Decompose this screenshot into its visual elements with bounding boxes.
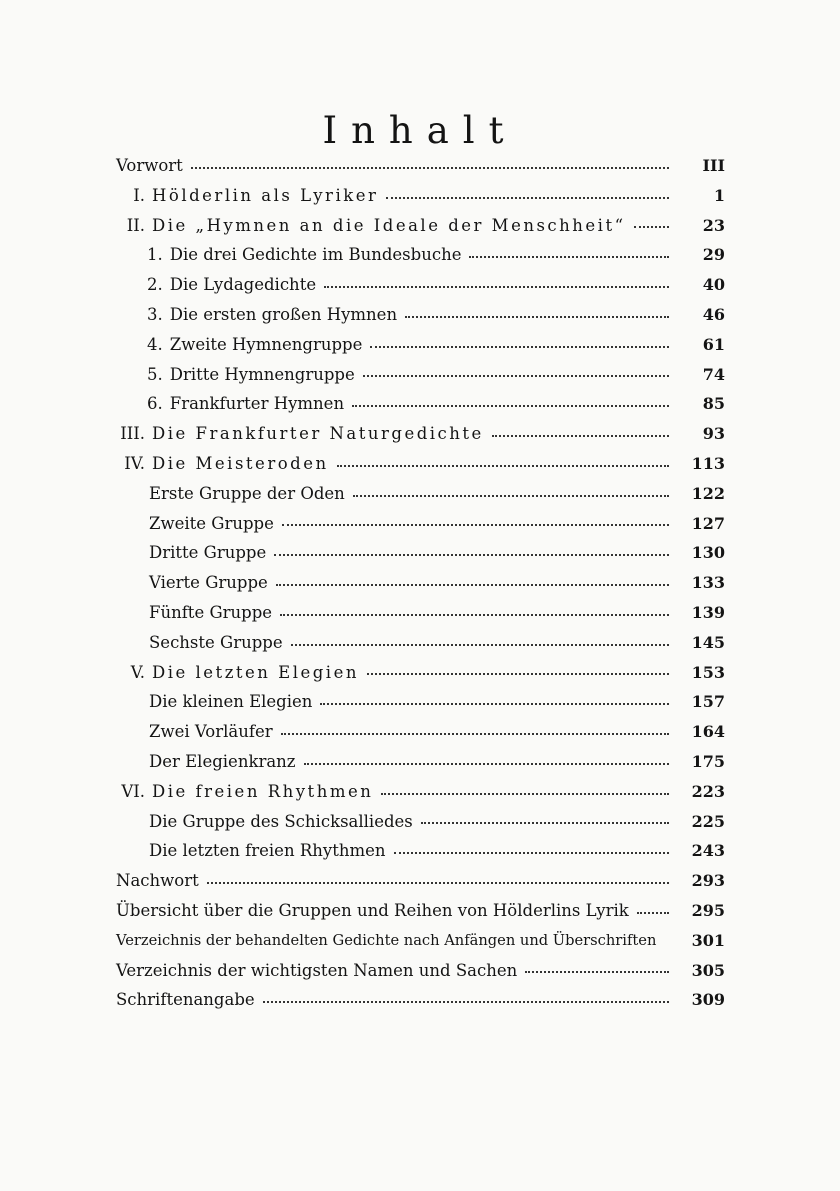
toc-entry-page: 23 bbox=[702, 215, 725, 235]
toc-entry-page: 164 bbox=[691, 722, 725, 742]
dot-leader bbox=[525, 969, 669, 973]
toc-entry bbox=[116, 926, 725, 956]
toc-entry-title: Die Gruppe des Schicksalliedes bbox=[149, 811, 413, 831]
toc-entry-number: VI. bbox=[121, 781, 145, 801]
table-of-contents bbox=[116, 151, 725, 1015]
dot-leader bbox=[637, 910, 669, 914]
dot-leader bbox=[469, 254, 669, 258]
toc-entry bbox=[116, 449, 725, 479]
toc-entry bbox=[116, 509, 725, 539]
toc-entry-title: Frankfurter Hymnen bbox=[169, 394, 345, 414]
toc-entry bbox=[116, 747, 725, 777]
dot-leader bbox=[324, 284, 669, 288]
dot-leader bbox=[421, 820, 669, 824]
toc-entry bbox=[116, 240, 725, 270]
toc-entry-title: Vorwort bbox=[116, 156, 183, 175]
toc-entry-page: 130 bbox=[691, 543, 725, 563]
toc-entry-page: 157 bbox=[691, 692, 725, 712]
toc-entry bbox=[116, 330, 725, 360]
toc-entry-number: II. bbox=[126, 215, 145, 235]
toc-entry-page: 175 bbox=[691, 751, 725, 771]
toc-entry-page: 40 bbox=[702, 275, 725, 295]
dot-leader bbox=[291, 642, 669, 646]
toc-entry-title: Nachwort bbox=[116, 871, 199, 891]
toc-entry-title: Verzeichnis der behandelten Gedichte nach Anfängen und Überschriften bbox=[116, 931, 657, 949]
toc-entry-number: 3. bbox=[147, 304, 163, 324]
dot-leader bbox=[274, 552, 669, 556]
toc-entry-title: Zweite Gruppe bbox=[149, 513, 274, 533]
toc-entry-page: 29 bbox=[702, 245, 725, 265]
page-title: Inhalt bbox=[322, 108, 518, 152]
toc-entry-title: Die letzten freien Rhythmen bbox=[149, 841, 386, 861]
dot-leader bbox=[394, 850, 670, 854]
toc-entry-number: 4. bbox=[147, 334, 163, 354]
toc-entry bbox=[116, 300, 725, 330]
toc-entry-number: 1. bbox=[147, 245, 163, 265]
dot-leader bbox=[386, 195, 669, 199]
dot-leader bbox=[492, 433, 669, 437]
toc-entry-page: 223 bbox=[691, 781, 725, 801]
toc-entry-title: Vierte Gruppe bbox=[149, 573, 268, 593]
dot-leader bbox=[353, 493, 669, 497]
toc-entry-page: 305 bbox=[691, 960, 725, 980]
dot-leader bbox=[352, 403, 669, 407]
toc-entry bbox=[116, 181, 725, 211]
toc-entry bbox=[116, 389, 725, 419]
toc-entry-page: 1 bbox=[713, 185, 725, 205]
toc-entry-page: 301 bbox=[691, 930, 725, 950]
toc-entry bbox=[116, 538, 725, 568]
toc-entry bbox=[116, 598, 725, 628]
dot-leader bbox=[281, 731, 669, 735]
dot-leader bbox=[337, 463, 669, 467]
toc-entry bbox=[116, 836, 725, 866]
toc-entry bbox=[116, 628, 725, 658]
toc-entry-title: Die freien Rhythmen bbox=[152, 781, 374, 801]
toc-entry-title: Fünfte Gruppe bbox=[149, 602, 273, 622]
dot-leader bbox=[363, 373, 669, 377]
toc-entry-title: Übersicht über die Gruppen und Reihen von Hölderlins Lyrik bbox=[116, 900, 629, 920]
toc-entry bbox=[116, 687, 725, 717]
toc-entry-title: Verzeichnis der wichtigsten Namen und Sachen bbox=[116, 960, 518, 980]
toc-entry-title: Die Meisteroden bbox=[152, 453, 329, 473]
dot-leader bbox=[276, 582, 669, 586]
dot-leader bbox=[381, 791, 669, 795]
toc-entry-page: 61 bbox=[702, 334, 725, 354]
toc-entry-title: Hölderlin als Lyriker bbox=[152, 185, 379, 205]
toc-entry-page: 133 bbox=[691, 573, 725, 593]
toc-entry-page: 225 bbox=[691, 811, 725, 831]
toc-entry-title: Zweite Hymnengruppe bbox=[169, 334, 363, 354]
dot-leader bbox=[263, 999, 669, 1003]
toc-entry-title: Der Elegienkranz bbox=[149, 751, 296, 771]
dot-leader bbox=[405, 314, 669, 318]
toc-entry bbox=[116, 151, 725, 181]
toc-entry-page: III bbox=[702, 156, 725, 175]
toc-entry-title: Die drei Gedichte im Bundesbuche bbox=[169, 245, 462, 265]
dot-leader bbox=[207, 880, 669, 884]
toc-entry bbox=[116, 717, 725, 747]
toc-entry bbox=[116, 479, 725, 509]
dot-leader bbox=[634, 224, 669, 228]
dot-leader bbox=[370, 344, 669, 348]
toc-entry bbox=[116, 807, 725, 837]
toc-entry-page: 153 bbox=[691, 662, 725, 682]
toc-entry bbox=[116, 658, 725, 688]
toc-entry bbox=[116, 419, 725, 449]
dot-leader bbox=[304, 761, 670, 765]
toc-entry-title: Dritte Hymnengruppe bbox=[169, 364, 355, 384]
toc-entry-number: 5. bbox=[147, 364, 163, 384]
toc-entry-page: 295 bbox=[691, 900, 725, 920]
toc-entry-page: 145 bbox=[691, 632, 725, 652]
toc-entry bbox=[116, 360, 725, 390]
toc-entry-number: I. bbox=[133, 185, 145, 205]
dot-leader bbox=[191, 165, 669, 169]
toc-entry bbox=[116, 866, 725, 896]
dot-leader bbox=[282, 522, 669, 526]
dot-leader bbox=[280, 612, 669, 616]
toc-entry bbox=[116, 985, 725, 1015]
toc-entry-title: Schriftenangabe bbox=[116, 990, 255, 1010]
toc-entry-number: V. bbox=[130, 662, 145, 682]
dot-leader bbox=[320, 701, 669, 705]
toc-entry bbox=[116, 270, 725, 300]
toc-entry bbox=[116, 956, 725, 986]
toc-entry-title: Erste Gruppe der Oden bbox=[149, 483, 345, 503]
toc-entry bbox=[116, 568, 725, 598]
toc-entry-title: Die letzten Elegien bbox=[152, 662, 359, 682]
dot-leader bbox=[656, 941, 677, 943]
toc-entry-page: 127 bbox=[691, 513, 725, 533]
toc-entry-number: IV. bbox=[124, 453, 145, 473]
toc-entry-title: Die „Hymnen an die Ideale der Menschheit“ bbox=[152, 215, 626, 235]
toc-entry-page: 46 bbox=[702, 304, 725, 324]
toc-entry-title: Dritte Gruppe bbox=[149, 543, 267, 563]
toc-entry bbox=[116, 896, 725, 926]
toc-entry bbox=[116, 777, 725, 807]
toc-entry-page: 85 bbox=[702, 394, 725, 414]
toc-entry-number: III. bbox=[120, 424, 145, 444]
toc-entry-number: 6. bbox=[147, 394, 163, 414]
toc-entry-page: 139 bbox=[691, 602, 725, 622]
toc-entry-title: Die Lydagedichte bbox=[169, 275, 317, 295]
toc-entry-page: 93 bbox=[702, 424, 725, 444]
toc-entry-number: 2. bbox=[147, 275, 163, 295]
toc-entry-title: Die Frankfurter Naturgedichte bbox=[152, 424, 484, 444]
toc-entry-title: Die kleinen Elegien bbox=[149, 692, 313, 712]
toc-entry bbox=[116, 211, 725, 241]
toc-entry-page: 309 bbox=[691, 990, 725, 1010]
toc-entry-title: Sechste Gruppe bbox=[149, 632, 283, 652]
toc-entry-page: 74 bbox=[702, 364, 725, 384]
toc-entry-title: Die ersten großen Hymnen bbox=[169, 304, 398, 324]
toc-entry-page: 243 bbox=[691, 841, 725, 861]
toc-entry-page: 113 bbox=[691, 453, 725, 473]
toc-entry-title: Zwei Vorläufer bbox=[149, 722, 273, 742]
dot-leader bbox=[367, 671, 669, 675]
toc-entry-page: 293 bbox=[691, 871, 725, 891]
toc-entry-page: 122 bbox=[691, 483, 725, 503]
